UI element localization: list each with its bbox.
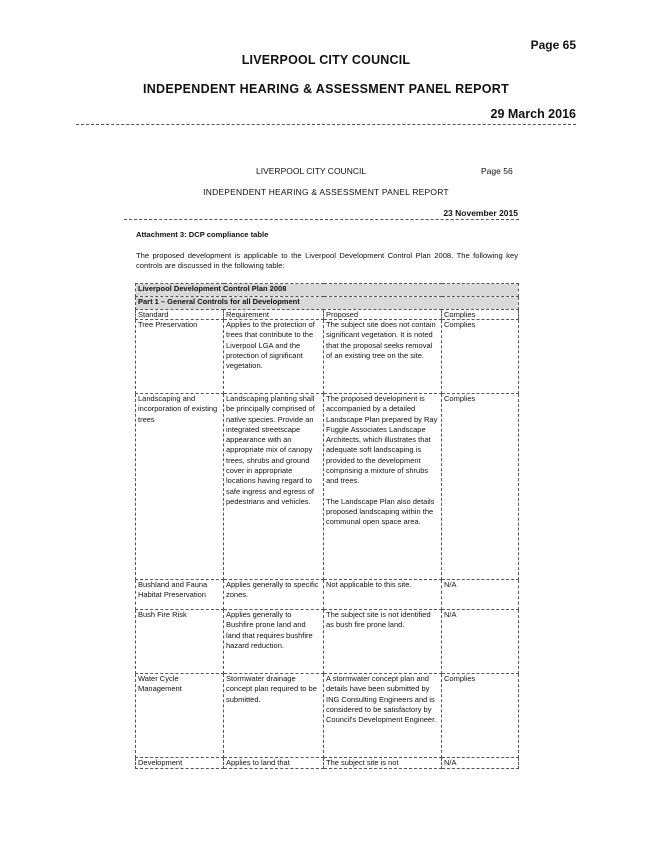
- intro-paragraph: The proposed development is applicable to the Liverpool Development Control Plan 2008. The following key controls are discussed in the following table:: [136, 251, 518, 270]
- page-number: Page 65: [530, 38, 576, 52]
- complies-cell: Complies: [442, 674, 519, 758]
- council-name: LIVERPOOL CITY COUNCIL: [241, 53, 411, 67]
- complies-cell: N/A: [442, 758, 519, 769]
- table-row: [136, 394, 519, 580]
- complies-cell: Complies: [442, 394, 519, 580]
- standard-cell: Bushland and Fauna Habitat Preservation: [136, 580, 224, 610]
- proposed-cell: The subject site does not contain significant vegetation. It is noted that the proposal seeks removal of an existing tree on the site.: [324, 320, 442, 394]
- report-title: INDEPENDENT HEARING & ASSESSMENT PANEL REPORT: [142, 82, 510, 96]
- inner-council-name: LIVERPOOL CITY COUNCIL: [256, 166, 367, 176]
- standard-cell: Bush Fire Risk: [136, 610, 224, 674]
- requirement-cell: Applies generally to Bushfire prone land and land that requires bushfire hazard reduction.: [224, 610, 324, 674]
- table-title-row: [136, 284, 519, 297]
- table-header-row: [136, 310, 519, 320]
- table-row: [136, 610, 519, 674]
- attachment-heading: Attachment 3: DCP compliance table: [136, 230, 269, 239]
- proposed-cell: A stormwater concept plan and details have been submitted by ING Consulting Engineers and is considered to be satisfactory by Council's Development Engineer.: [324, 674, 442, 758]
- column-header: Proposed: [324, 310, 442, 320]
- table-row: [136, 674, 519, 758]
- header-divider: [76, 124, 576, 125]
- column-header: Complies: [442, 310, 519, 320]
- table-row: [136, 320, 519, 394]
- column-header: Requirement: [224, 310, 324, 320]
- dcp-compliance-table: [135, 283, 519, 769]
- requirement-cell: Landscaping planting shall be principally comprised of native species. Provide an integrated streetscape appearance with an appropriate mix of canopy trees, shrubs and ground cover in appropriate locations having regard to safe ingress and egress of pedestrians and vehicles.: [224, 394, 324, 580]
- standard-cell: Water Cycle Management: [136, 674, 224, 758]
- requirement-cell: Applies generally to specific zones.: [224, 580, 324, 610]
- table-part-heading: Part 1 – General Controls for all Development: [136, 297, 519, 310]
- table-row: [136, 758, 519, 769]
- complies-cell: Complies: [442, 320, 519, 394]
- table-row: [136, 580, 519, 610]
- inner-report-date: 23 November 2015: [443, 208, 518, 218]
- inner-page-number: Page 56: [481, 166, 513, 176]
- proposed-paragraph: The Landscape Plan also details proposed landscaping within the communal open space area.: [326, 496, 435, 527]
- complies-cell: N/A: [442, 580, 519, 610]
- inner-header-divider: [124, 219, 519, 220]
- report-date: 29 March 2016: [490, 107, 576, 121]
- table-title: Liverpool Development Control Plan 2008: [136, 284, 519, 297]
- proposed-cell: The subject site is not identified as bush fire prone land.: [324, 610, 442, 674]
- proposed-cell: The subject site is not: [324, 758, 442, 769]
- proposed-paragraph: The proposed development is accompanied by a detailed Landscape Plan prepared by Ray Fuggle Associates Landscape Architects, which illustrates that adequate soft landscaping is provided to the development comprising a mixture of shrubs and trees.: [326, 394, 438, 486]
- column-header: Standard: [136, 310, 224, 320]
- requirement-cell: Applies to the protection of trees that contribute to the Liverpool LGA and the protection of significant vegetation.: [224, 320, 324, 394]
- requirement-cell: Stormwater drainage concept plan required to be submitted.: [224, 674, 324, 758]
- standard-cell: Tree Preservation: [136, 320, 224, 394]
- standard-cell: Development: [136, 758, 224, 769]
- table-part-row: [136, 297, 519, 310]
- proposed-cell: Not applicable to this site.: [324, 580, 442, 610]
- complies-cell: N/A: [442, 610, 519, 674]
- inner-report-title: INDEPENDENT HEARING & ASSESSMENT PANEL REPORT: [203, 187, 449, 197]
- proposed-cell: [324, 394, 442, 580]
- standard-cell: Landscaping and incorporation of existing trees: [136, 394, 224, 580]
- requirement-cell: Applies to land that: [224, 758, 324, 769]
